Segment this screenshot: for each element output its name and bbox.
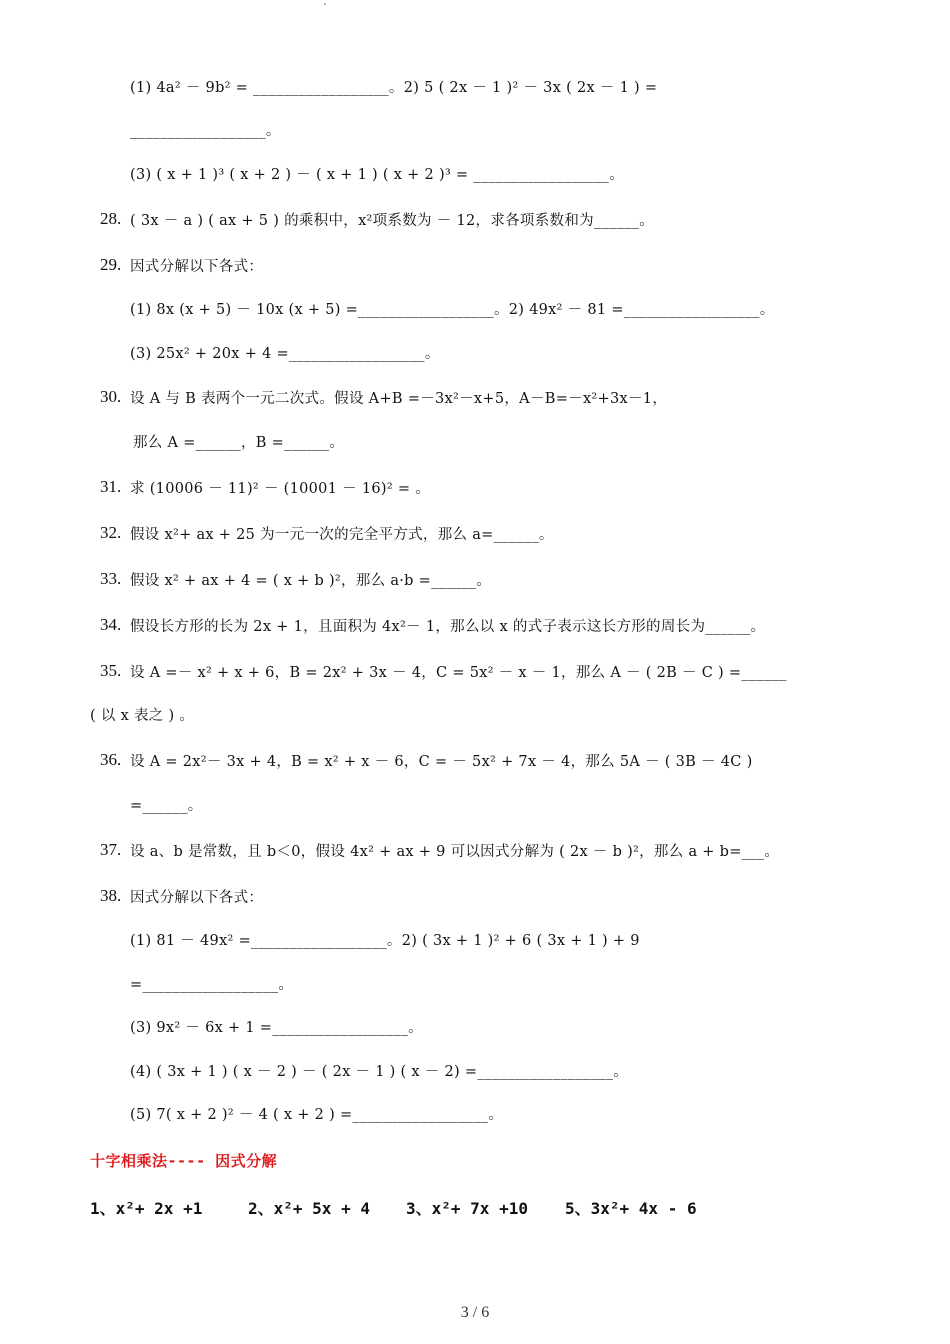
q27-line-1: (1) 4a² － 9b² = __________________。2) 5 ( 2x － 1 )² － 3x ( 2x － 1 ) =	[130, 80, 658, 96]
q38-line-4: (4) ( 3x + 1 ) ( x － 2 ) － ( 2x － 1 ) ( x － 2) =__________________。	[130, 1064, 629, 1080]
q37-text: 设 a、b 是常数，且 b＜0，假设 4x² + ax + 9 可以因式分解为 ( 2x － b )²，那么 a + b=___。	[130, 844, 780, 860]
cross-item-1: 1、x²+ 2x +1	[90, 1199, 203, 1218]
q31-number: 31.	[100, 477, 122, 496]
cross-item-2: 2、x²+ 5x + 4	[248, 1199, 370, 1218]
q31-text: 求 (10006 － 11)² － (10001 － 16)² = 。	[130, 481, 431, 497]
q38-line-3: (3) 9x² － 6x + 1 =__________________。	[130, 1020, 423, 1036]
q32-text: 假设 x²+ ax + 25 为一元一次的完全平方式，那么 a=______。	[130, 527, 554, 543]
q27-line-1b: __________________。	[130, 123, 281, 139]
q37-number: 37.	[100, 840, 122, 859]
q28-text: ( 3x － a ) ( ax + 5 ) 的乘积中，x²项系数为 － 12，求各项系数和为______。	[130, 213, 655, 229]
q35-text: 设 A =－ x² + x + 6，B = 2x² + 3x － 4，C = 5x² － x － 1，那么 A － ( 2B － C ) =______	[130, 665, 787, 681]
cross-item-5: 5、3x²+ 4x - 6	[565, 1199, 697, 1218]
q28-number: 28.	[100, 209, 122, 228]
q38-text: 因式分解以下各式：	[130, 890, 264, 906]
q38-line-5: (5) 7( x + 2 )² － 4 ( x + 2 ) =__________________。	[130, 1107, 504, 1123]
page-number: 3 / 6	[460, 1304, 490, 1321]
q30-number: 30.	[100, 387, 122, 406]
q38-line-1b: =__________________。	[130, 977, 294, 993]
header-mark: .	[323, 0, 327, 8]
q33-number: 33.	[100, 569, 122, 588]
q32-number: 32.	[100, 523, 122, 542]
q33-text: 假设 x² + ax + 4 = ( x + b )²，那么 a·b =______。	[130, 573, 492, 589]
q35-number: 35.	[100, 661, 122, 680]
q29-text: 因式分解以下各式：	[130, 259, 264, 275]
cross-item-3: 3、x²+ 7x +10	[406, 1199, 528, 1218]
q36-line-b: =______。	[130, 798, 203, 814]
q30-text: 设 A 与 B 表两个一元二次式。假设 A+B =－3x²－x+5，A－B=－x²+3x－1，	[130, 391, 668, 407]
section-heading: 十字相乘法---- 因式分解	[90, 1152, 278, 1170]
q34-number: 34.	[100, 615, 122, 634]
q35-line-b: ( 以 x 表之 ) 。	[90, 708, 195, 724]
q34-text: 假设长方形的长为 2x + 1，且面积为 4x²－ 1，那么以 x 的式子表示这长方形的周长为______。	[130, 619, 766, 635]
q30-line-b: 那么 A =______，B =______。	[133, 435, 345, 451]
q38-number: 38.	[100, 886, 122, 905]
q29-line-1: (1) 8x (x + 5) － 10x (x + 5) =__________________。2) 49x² － 81 =__________________。	[130, 302, 775, 318]
q27-line-3: (3) ( x + 1 )³ ( x + 2 ) － ( x + 1 ) ( x + 2 )³ = __________________。	[130, 167, 624, 183]
q29-line-3: (3) 25x² + 20x + 4 =__________________。	[130, 346, 440, 362]
q36-text: 设 A = 2x²－ 3x + 4，B = x² + x － 6，C = － 5x² + 7x － 4，那么 5A － ( 3B － 4C )	[130, 754, 753, 770]
q38-line-1: (1) 81 － 49x² =__________________。2) ( 3x + 1 )² + 6 ( 3x + 1 ) + 9	[130, 933, 640, 949]
q29-number: 29.	[100, 255, 122, 274]
q36-number: 36.	[100, 750, 122, 769]
